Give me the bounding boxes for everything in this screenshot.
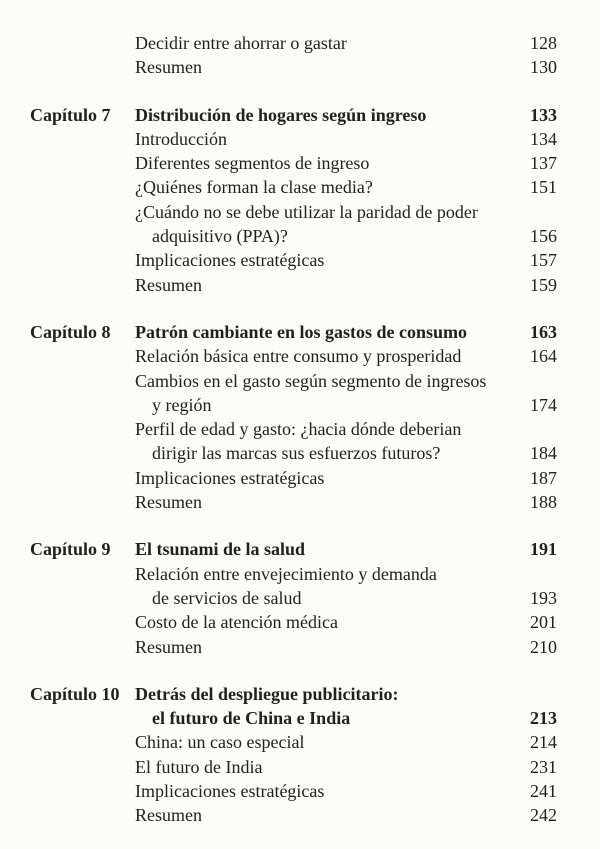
entry-title bbox=[135, 803, 513, 827]
entry-line: ¿Cuándo no se debe utilizar la paridad de poder bbox=[135, 201, 478, 222]
page-number: 137 bbox=[530, 153, 557, 174]
entry-title bbox=[135, 417, 513, 466]
page-number: 184 bbox=[530, 443, 557, 464]
toc-row bbox=[30, 151, 557, 175]
entry-line: Implicaciones estratégicas bbox=[135, 467, 325, 488]
entry-title bbox=[135, 490, 513, 514]
entry-line: Cambios en el gasto según segmento de ingresos bbox=[135, 370, 487, 391]
page-number: 163 bbox=[530, 321, 557, 342]
entry-title bbox=[135, 248, 513, 272]
chapter-label: Capítulo 8 bbox=[30, 321, 111, 342]
page-number: 174 bbox=[530, 394, 557, 415]
entry-line: Diferentes segmentos de ingreso bbox=[135, 153, 370, 174]
entry-line: adquisitivo (PPA)? bbox=[152, 226, 288, 247]
toc-list bbox=[30, 31, 557, 828]
page-number: 242 bbox=[530, 805, 557, 826]
toc-row bbox=[30, 273, 557, 297]
entry-title bbox=[135, 730, 513, 754]
toc-row bbox=[30, 562, 557, 611]
page-number: 188 bbox=[530, 492, 557, 513]
page-number: 164 bbox=[530, 346, 557, 367]
page-number: 159 bbox=[530, 274, 557, 295]
entry-title bbox=[135, 562, 513, 611]
entry-line: Patrón cambiante en los gastos de consumo bbox=[135, 321, 467, 342]
page-number: 201 bbox=[530, 612, 557, 633]
entry-line: El tsunami de la salud bbox=[135, 539, 306, 560]
entry-title bbox=[135, 273, 513, 297]
toc-row bbox=[30, 537, 557, 561]
page-number: 133 bbox=[530, 104, 557, 125]
toc-row bbox=[30, 779, 557, 803]
entry-title bbox=[135, 635, 513, 659]
entry-title bbox=[135, 55, 513, 79]
page-number: 151 bbox=[530, 177, 557, 198]
entry-line: y región bbox=[152, 394, 212, 415]
page-number: 213 bbox=[530, 708, 557, 729]
toc-row bbox=[30, 248, 557, 272]
entry-title bbox=[135, 369, 513, 418]
entry-line: Detrás del despliegue publicitario: bbox=[135, 683, 399, 704]
toc-row bbox=[30, 55, 557, 79]
entry-title bbox=[135, 344, 513, 368]
toc-row bbox=[30, 635, 557, 659]
entry-line: Resumen bbox=[135, 57, 202, 78]
chapter-label: Capítulo 7 bbox=[30, 104, 111, 125]
page-number: 134 bbox=[530, 128, 557, 149]
entry-line: Introducción bbox=[135, 128, 227, 149]
toc-group bbox=[30, 31, 557, 80]
entry-line: Resumen bbox=[135, 492, 202, 513]
entry-line: Implicaciones estratégicas bbox=[135, 781, 325, 802]
page-number: 191 bbox=[530, 539, 557, 560]
entry-title bbox=[135, 320, 513, 344]
page-number: 210 bbox=[530, 636, 557, 657]
entry-line: Relación entre envejecimiento y demanda bbox=[135, 563, 437, 584]
entry-title bbox=[135, 151, 513, 175]
toc-row bbox=[30, 682, 557, 731]
entry-line: Resumen bbox=[135, 274, 202, 295]
entry-title bbox=[135, 200, 513, 249]
toc-row bbox=[30, 344, 557, 368]
entry-line: Decidir entre ahorrar o gastar bbox=[135, 33, 347, 53]
chapter-label: Capítulo 9 bbox=[30, 539, 111, 560]
page-number: 193 bbox=[530, 587, 557, 608]
entry-title bbox=[135, 466, 513, 490]
toc-row bbox=[30, 320, 557, 344]
entry-line: Relación básica entre consumo y prosperidad bbox=[135, 346, 462, 367]
entry-line: China: un caso especial bbox=[135, 732, 305, 753]
entry-title bbox=[135, 682, 513, 731]
page-number: 187 bbox=[530, 467, 557, 488]
toc-row bbox=[30, 369, 557, 418]
entry-line: Distribución de hogares según ingreso bbox=[135, 104, 427, 125]
toc-row bbox=[30, 610, 557, 634]
toc-row bbox=[30, 175, 557, 199]
chapter-label: Capítulo 10 bbox=[30, 683, 120, 704]
page-number: 231 bbox=[530, 756, 557, 777]
entry-line: de servicios de salud bbox=[152, 587, 302, 608]
page-number: 157 bbox=[530, 250, 557, 271]
entry-line: El futuro de India bbox=[135, 756, 263, 777]
entry-title bbox=[135, 103, 513, 127]
toc-row bbox=[30, 417, 557, 466]
page-number: 128 bbox=[530, 33, 557, 53]
toc-group bbox=[30, 682, 557, 828]
entry-line: el futuro de China e India bbox=[152, 708, 351, 729]
toc-row bbox=[30, 103, 557, 127]
entry-line: Implicaciones estratégicas bbox=[135, 250, 325, 271]
entry-title bbox=[135, 610, 513, 634]
toc-row bbox=[30, 200, 557, 249]
toc-row bbox=[30, 490, 557, 514]
entry-line: dirigir las marcas sus esfuerzos futuros? bbox=[152, 443, 441, 464]
entry-title bbox=[135, 537, 513, 561]
page-number: 214 bbox=[530, 732, 557, 753]
toc-group bbox=[30, 320, 557, 514]
toc-group bbox=[30, 537, 557, 658]
entry-title bbox=[135, 127, 513, 151]
entry-line: Resumen bbox=[135, 805, 202, 826]
entry-line: ¿Quiénes forman la clase media? bbox=[135, 177, 373, 198]
page-number: 156 bbox=[530, 226, 557, 247]
toc-group bbox=[30, 103, 557, 297]
entry-line: Costo de la atención médica bbox=[135, 612, 338, 633]
entry-title bbox=[135, 755, 513, 779]
entry-line: Resumen bbox=[135, 636, 202, 657]
toc-row bbox=[30, 803, 557, 827]
entry-title bbox=[135, 779, 513, 803]
entry-title bbox=[135, 175, 513, 199]
page-number: 241 bbox=[530, 781, 557, 802]
toc-row bbox=[30, 31, 557, 55]
toc-row bbox=[30, 466, 557, 490]
entry-line: Perfil de edad y gasto: ¿hacia dónde deberian bbox=[135, 419, 462, 440]
toc-row bbox=[30, 755, 557, 779]
toc-row bbox=[30, 730, 557, 754]
page-number: 130 bbox=[530, 57, 557, 78]
entry-title bbox=[135, 31, 513, 55]
toc-row bbox=[30, 127, 557, 151]
